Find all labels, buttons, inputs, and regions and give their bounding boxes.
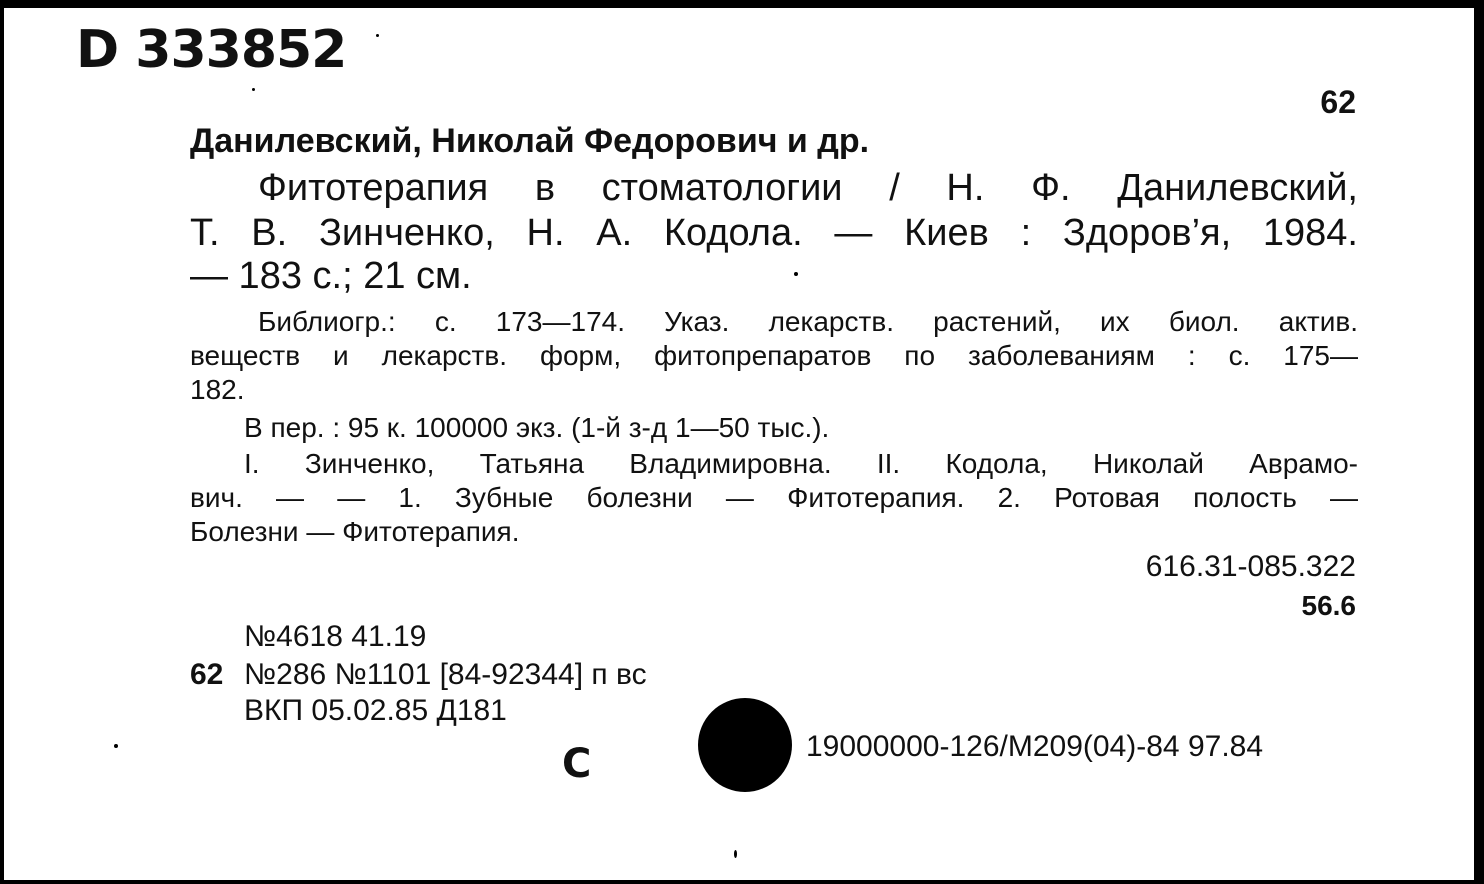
speck [734, 850, 737, 858]
card-edge-bottom [0, 880, 1484, 884]
speck [252, 88, 255, 91]
notes-line-2: веществ и лекарств. форм, фитопрепаратов по заболеваниям : с. 175— [190, 340, 1358, 371]
card-edge-top [0, 0, 1484, 8]
tracings-line-2: вич. — — 1. Зубные болезни — Фитотерапия. 2. Ротовая полость — [190, 482, 1358, 513]
corner-number: 62 [1320, 84, 1356, 120]
call-number: D 333852 [76, 20, 347, 80]
acquisition-lead-number: 62 [190, 658, 224, 691]
acquisition-line-3: ВКП 05.02.85 Д181 [244, 694, 507, 727]
title-line-1: Фитотерапия в стоматологии / Н. Ф. Данилевский, [258, 167, 1358, 209]
title-line-3: — 183 с.; 21 см. [190, 255, 472, 297]
notes-line-3: 182. [190, 374, 245, 405]
author-heading: Данилевский, Николай Федорович и др. [190, 122, 870, 160]
bbk-code: 56.6 [1301, 590, 1356, 621]
title-line-2: Т. В. Зинченко, Н. А. Кодола. — Киев : Здоров’я, 1984. [190, 212, 1358, 254]
tracings-line-1: I. Зинченко, Татьяна Владимировна. II. Кодола, Николай Аврамо- [244, 448, 1358, 479]
black-dot-mark [698, 698, 792, 792]
price-line: В пер. : 95 к. 100000 экз. (1-й з-д 1—50 тыс.). [244, 412, 830, 443]
c-mark: С [562, 741, 592, 787]
series-code: 19000000-126/M209(04)-84 97.84 [806, 730, 1264, 763]
notes-line-1: Библиогр.: с. 173—174. Указ. лекарств. растений, их биол. актив. [258, 306, 1358, 337]
udc-code: 616.31-085.322 [1145, 550, 1356, 583]
speck [794, 272, 798, 276]
card-edge-left [0, 0, 4, 884]
acquisition-line-2: №286 №1101 [84-92344] п вс [244, 658, 647, 691]
tracings-line-3: Болезни — Фитотерапия. [190, 516, 520, 547]
acquisition-line-1: №4618 41.19 [244, 620, 427, 653]
speck [376, 34, 379, 37]
card-edge-right [1474, 0, 1484, 884]
speck [114, 744, 118, 748]
